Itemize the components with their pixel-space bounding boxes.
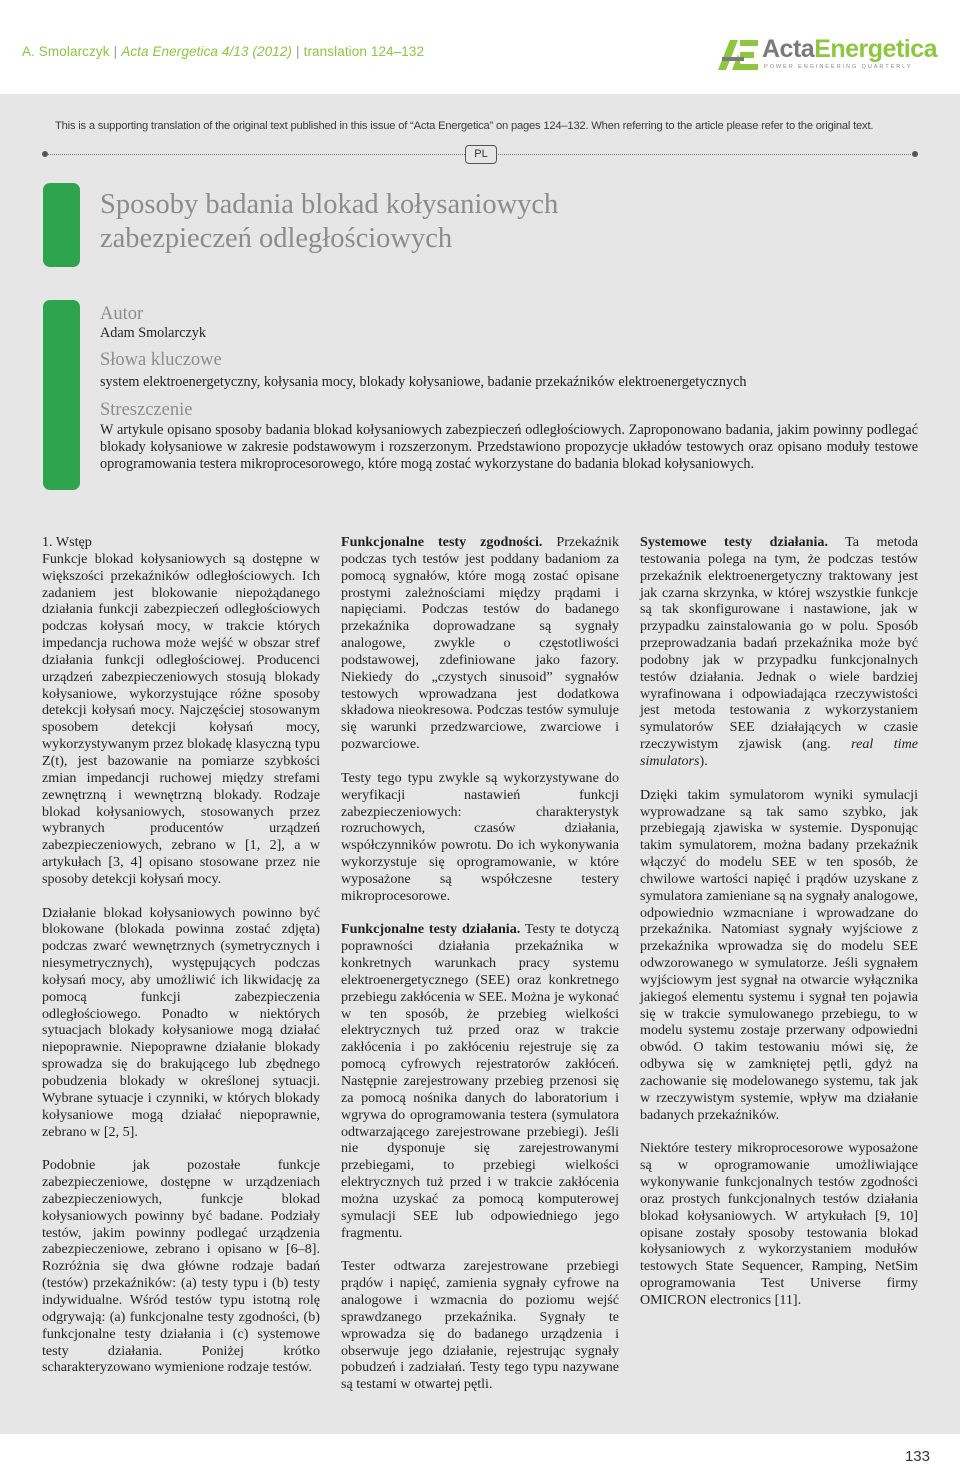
col1-paragraph-2: Działanie blokad kołysaniowych powinno być blokowane (blokada powinna zostać zdjęta) podczas zwarć wewnętrznych (symetrycznych i niesymetrycznych), występujących podczas kołysań mocy, aby umożliwić ich likwidację za pomocą funkcji zabezpieczenia odległościowego. Ponadto w niektórych sytuacjach blokady kołysaniowe mogą działać niepoprawnie. Niepoprawne działanie blokady sprowadza się do brakującego lub zbędnego pobudzenia blokady w określonej sytuacji. Wybrane sytuacje i czynniki, w których blokady kołysaniowe mogą działać niepoprawnie, zebrano w [2, 5]. <box>42 904 320 1140</box>
column-2 <box>341 534 619 1410</box>
col2-p1-lead: Funkcjonalne testy zgodności. <box>341 534 543 550</box>
article-title <box>100 188 900 256</box>
col2-paragraph-2: Testy tego typu zwykle są wykorzystywane do weryfikacji nastawień funkcji zabezpieczeniowych: charakterystyk rozruchowych, czasów działania, współczynników powrotu. Do ich wykonywania wykorzystuje się oprogramowanie, w które wyposażone są współczesne testery mikroprocesorowe. <box>341 769 619 904</box>
author-name: Adam Smolarczyk <box>100 325 206 341</box>
abstract-text: W artykule opisano sposoby badania blokad kołysaniowych zabezpieczeń odległościowych. Zaproponowano badania, jakim powinny podlegać blokady kołysaniowe w zakresie podstawowym i rozszerzonym. Przedstawiono propozycje układów testowych oraz opisano moduły testowe oprogramowania testera mikroprocesorowego, które mogą zostać wykorzystane do badania blokad kołysaniowych. <box>100 422 918 472</box>
col1-paragraph-3: Podobnie jak pozostałe funkcje zabezpieczeniowe, dostępne w urządzeniach zabezpieczeniowych, funkcje blokad kołysaniowych powinny być badane. Podziały testów, jakim powinny podlegać urządzenia zabezpieczeniowe, zebrano i opisano w [6–8]. Rozróżnia się dwa główne rodzaje badań (testów) przekaźników: (a) testy typu i (b) testy indywidualne. Wśród testów typu istotną rolę odgrywają: (a) funkcjonalne testy zgodności, (b) funkcjonalne testy działania i (c) systemowe testy działania. Poniżej krótko scharakteryzowano wymienione rodzaje testów. <box>42 1157 320 1376</box>
col2-paragraph-4: Tester odtwarza zarejestrowane przebiegi prądów i napięć, zamienia sygnały cyfrowe na analogowe i wzmacnia do poziomu wejść sprawdzanego przekaźnika. Sygnały te wprowadza się do badanego urządzenia i obserwuje jego działanie, rejestrując sygnały pobudzeń i zadziałań. Testy tego typu nazywane są testami w otwartej pętli. <box>341 1258 619 1393</box>
keywords: system elektroenergetyczny, kołysania mocy, blokady kołysaniowe, badanie przekaźników elektroenergetycznych <box>100 374 747 390</box>
divider-dot-left <box>42 151 48 157</box>
col2-p3-body: Testy te dotyczą poprawności działania przekaźnika w konkretnych warunkach pracy systemu elektroenergetycznego (SEE) oraz konkretnego przebiegu zakłócenia w SEE. Można je wykonać w ten sposób, że przebieg wielkości elektrycznych tuż przed oraz w trakcie zakłócenia i po zakłóceniu rejestruje się za pomocą cyfrowych rejestratorów zakłóceń. Następnie zarejestrowany przebieg przenosi się za pomocą nośnika danych do laboratorium i wgrywa do oprogramowania testera (symulatora odtwarzającego zarejestrowane przebiegi). Jeśli nie dysponuje się zarejestrowanymi przebiegami, to przebiegi wielkości elektrycznych tuż przed i w trakcie zakłócenia można uzyskać za pomocą komputerowej symulacji SEE lub odpowiedniego jego fragmentu. <box>341 921 620 1241</box>
title-line-1: Sposoby badania blokad kołysaniowych <box>100 189 559 220</box>
divider-dot-right <box>912 151 918 157</box>
section-heading: 1. Wstęp <box>42 534 92 550</box>
col3-paragraph-1 <box>640 534 918 770</box>
keywords-heading: Słowa kluczowe <box>100 350 222 370</box>
col3-paragraph-2: Dzięki takim symulatorom wyniki symulacji wyprowadzane są tak samo szybko, jak przebiegają zjawiska w systemie. Dysponując takim symulatorem, można badany przekaźnik włączyć do modelu SEE w ten sposób, że chwilowe wartości napięć i prądów uzyskane z symulatora zamieniane są na sygnały analogowe, odpowiednio wzmacniane i wprowadzane do przekaźnika. Natomiast sygnały wyjściowe z przekaźnika wprowadza się do modelu SEE odwzorowanego w symulatorze. Jeśli sygnałem wyjściowym jest sygnał na otwarcie wyłącznika jakiegoś elementu systemu i sygnał ten pojawia się w trakcie symulowanego przebiegu, to w modelu systemu zostaje przerwany odpowiedni obwód. O takim testowaniu mówi się, że odbywa się w zamkniętej pętli, gdyż na zachowanie się modelowanego systemu, tak jak w rzeczywistym systemie, wpływ ma działanie badanych przekaźników. <box>640 786 918 1123</box>
logo-subtitle: POWER ENGINEERING QUARTERLY <box>764 64 913 70</box>
col3-p1-end: ). <box>699 752 708 769</box>
abstract-accent-bar <box>43 300 80 490</box>
col3-p1-body: Ta metoda testowania polega na tym, że podczas testów przekaźnik elektroenergetyczny traktowany jest jak czarna skrzynka, w której wszystkie funkcje są tak skonfigurowane i nastawione, jak w przypadku zainstalowania go w polu. Sposób przeprowadzania badań przekaźnika może być podobny jak w przypadku funkcjonalnych testów działania. Jednak o wiele bardziej wyrafinowana i odpowiadająca rzeczywistości jest metoda testowania z wykorzystaniem symulatorów SEE działających w czasie rzeczywistym zjawisk (ang. <box>640 534 919 753</box>
col2-p1-body: Przekaźnik podczas tych testów jest poddany badaniom za pomocą sygnałów, które mogą zostać opisane prostymi zależnościami między prądami i napięciami. Podczas testów do badanego przekaźnika doprowadzane są sygnały analogowe, zwykle o częstotliwości podstawowej, zdefiniowane jako fazory. Niekiedy do „czystych sinusoid” sygnałów testowych wprowadzana jest dodatkowa składowa nieokresowa. Podczas testów symuluje się warunki przedzwarciowe, zwarciowe i pozwarciowe. <box>341 534 619 753</box>
header-author: A. Smolarczyk <box>22 44 110 59</box>
support-note: This is a supporting translation of the original text published in this issue of “Acta Energetica” on pages 124–132. When referring to the article please refer to the original text. <box>55 120 874 132</box>
column-1 <box>42 534 320 1393</box>
abstract-heading: Streszczenie <box>100 400 193 420</box>
col2-p3-lead: Funkcjonalne testy działania. <box>341 921 521 938</box>
col3-paragraph-3: Niektóre testery mikroprocesorowe wyposażone są w oprogramowanie umożliwiające wykonywanie funkcjonalnych testów zgodności oraz prostych funkcjonalnych testów działania blokad kołysaniowych. W artykułach [9, 10] opisane zostały sposoby testowania blokad kołysaniowych z wykorzystaniem modułów testowych State Sequencer, Ramping, NetSim oprogramowania Test Universe firmy OMICRON electronics [11]. <box>640 1140 918 1308</box>
col1-paragraph-1: Funkcje blokad kołysaniowych są dostępne w większości przekaźników odległościowych. Ich zadaniem jest blokowanie niepożądanego działania funkcji zabezpieczeń odległościowych podczas kołysań mocy, w trakcie których impedancja ruchowa może wejść w obszar stref działania funkcji odległościowej. Producenci urządzeń zabezpieczeniowych stosują blokady kołysaniowe, wykorzystujące różne sposoby detekcji kołysań mocy. Najczęściej stosowanym sposobem detekcji kołysań mocy, wykorzystywanym przez blokadę klasyczną typu Z(t), jest bazowanie na pomiarze szybkości zmian impedancji ruchowej między strefami zewnętrzną i wewnętrzną blokady. Rodzaje blokad kołysaniowych, stosowanych przez wybranych producentów urządzeń zabezpieczeniowych, zebrano w [1, 2], a w artykułach [3, 4] opisano stosowane przez nie sposoby detekcji kołysań mocy. <box>42 550 320 887</box>
language-badge: PL <box>465 145 497 164</box>
ae-logo-mark-icon <box>716 40 760 70</box>
col3-p1-italic: real time simulators <box>640 736 918 769</box>
header-translation: translation 124–132 <box>303 44 425 59</box>
header-journal: Acta Energetica 4/13 (2012) <box>121 44 292 59</box>
col2-paragraph-1 <box>341 534 619 753</box>
title-accent-bar <box>43 183 80 267</box>
acta-energetica-logo <box>716 35 938 72</box>
author-heading: Autor <box>100 304 144 324</box>
col2-paragraph-3 <box>341 921 619 1241</box>
logo-acta: Acta <box>762 35 815 63</box>
running-header: A. Smolarczyk | Acta Energetica 4/13 (2012) | translation 124–132 <box>22 44 425 59</box>
logo-energetica: Energetica <box>814 35 938 63</box>
col3-p1-lead: Systemowe testy działania. <box>640 534 828 550</box>
page-number: 133 <box>904 1448 930 1465</box>
column-3 <box>640 534 918 1326</box>
title-line-2: zabezpieczeń odległościowych <box>100 223 453 254</box>
